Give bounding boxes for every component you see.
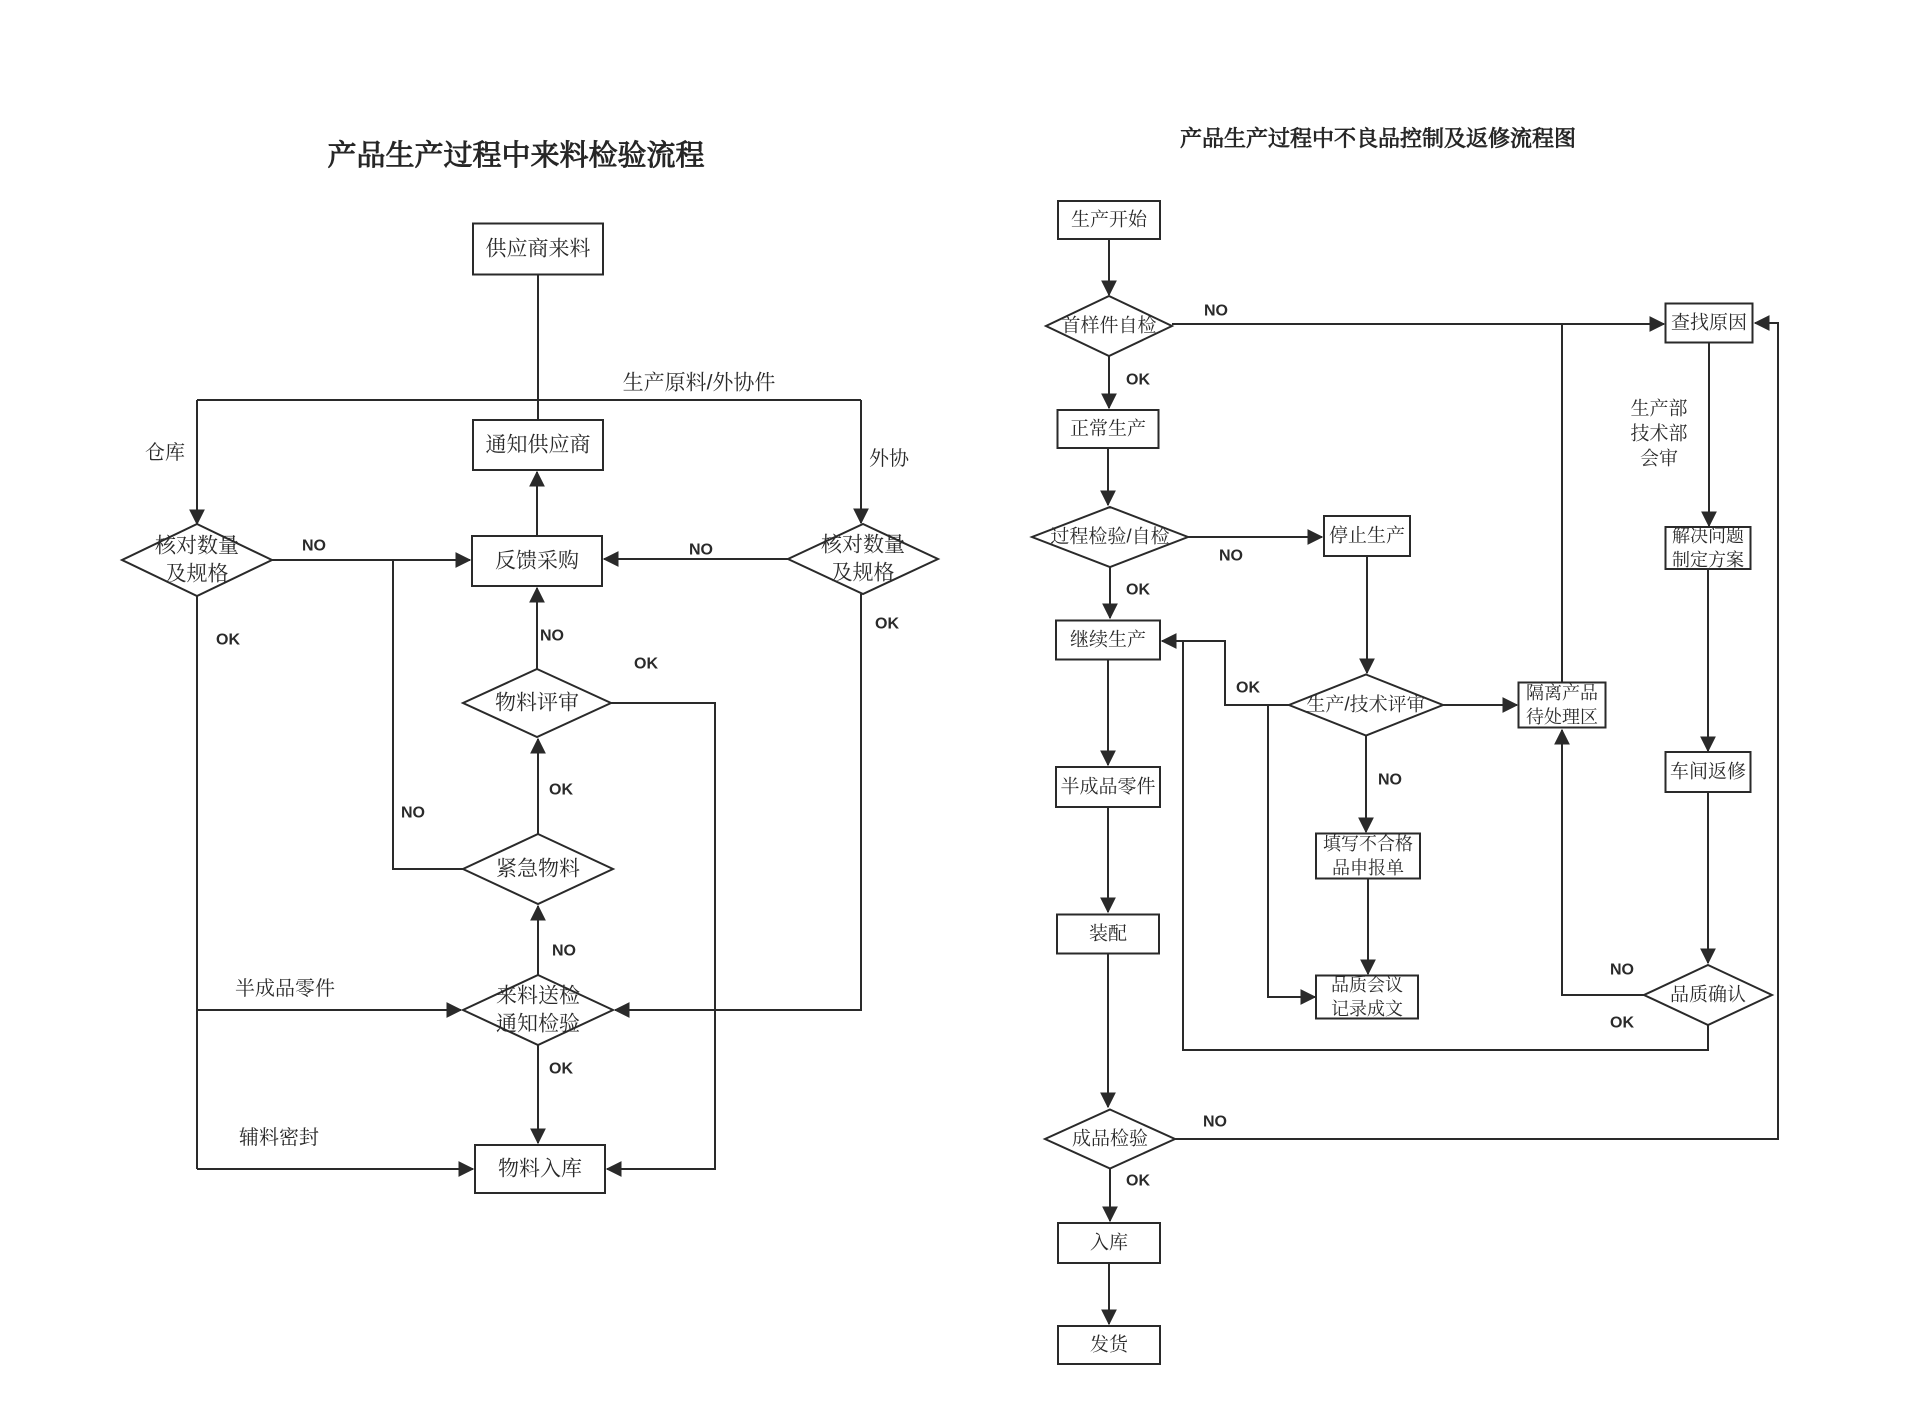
edge-label-no-8: NO bbox=[552, 942, 576, 960]
quality-confirm-text: 品质确认 bbox=[1669, 984, 1747, 1006]
first-sample-check-text: 首样件自检 bbox=[1061, 315, 1157, 337]
quality-meeting-text: 品质会议记录成文 bbox=[1331, 975, 1403, 1019]
edge-label-no-1: NO bbox=[689, 541, 713, 559]
edge-label-no-4: NO bbox=[540, 627, 564, 645]
material-review-text: 物料评审 bbox=[495, 691, 579, 715]
edge-label-ok-6: OK bbox=[549, 781, 573, 799]
right-chart-title: 产品生产过程中不良品控制及返修流程图 bbox=[1179, 126, 1576, 151]
edge-label-no-6: NO bbox=[1610, 961, 1634, 979]
outsourcing-label-text: 外协 bbox=[869, 448, 909, 470]
edge-label-ok-7: OK bbox=[1610, 1014, 1634, 1032]
edge-label-ok-5: OK bbox=[634, 655, 658, 673]
assembly-text: 装配 bbox=[1088, 923, 1128, 945]
production-material-label-text: 生产原料/外协件 bbox=[622, 371, 776, 395]
normal-production-text: 正常生产 bbox=[1069, 418, 1147, 440]
supplier-incoming-text: 供应商来料 bbox=[485, 237, 591, 261]
quarantine-area-text: 隔离产品待处理区 bbox=[1526, 683, 1598, 727]
edge-confirm-no bbox=[1562, 730, 1645, 995]
fill-defect-form-text: 填写不合格品申报单 bbox=[1323, 834, 1413, 878]
production-start-text: 生产开始 bbox=[1070, 209, 1148, 231]
stop-production-text: 停止生产 bbox=[1328, 525, 1406, 547]
solve-problem-text: 解决问题制定方案 bbox=[1672, 526, 1744, 570]
urgent-material-text: 紧急物料 bbox=[496, 857, 580, 881]
edge-label-no-8: NO bbox=[1203, 1113, 1227, 1131]
edge-label-no-7: NO bbox=[401, 804, 425, 822]
material-warehousing-text: 物料入库 bbox=[498, 1157, 582, 1181]
check-qty-spec-right-text: 核对数量及规格 bbox=[821, 533, 905, 585]
shipping-text: 发货 bbox=[1089, 1334, 1129, 1356]
edge-label-ok-2: OK bbox=[216, 631, 240, 649]
warehouse-label-text: 仓库 bbox=[145, 442, 185, 464]
edge-label-ok-4: OK bbox=[1236, 679, 1260, 697]
edge-review-ok-to-meeting bbox=[1268, 705, 1315, 997]
find-cause-text: 查找原因 bbox=[1670, 312, 1748, 334]
semi-finished-parts-text: 半成品零件 bbox=[1060, 776, 1156, 798]
edge-confirm-ok-return bbox=[1183, 641, 1708, 1050]
finished-inspection-text: 成品检验 bbox=[1071, 1128, 1149, 1150]
semi-finished-label-text: 半成品零件 bbox=[235, 978, 335, 1000]
edge-label-ok-9: OK bbox=[549, 1060, 573, 1078]
notify-supplier-text: 通知供应商 bbox=[485, 433, 591, 457]
edge-label-no-0: NO bbox=[1204, 302, 1228, 320]
edge-label-no-5: NO bbox=[1378, 771, 1402, 789]
edge-urgent-no bbox=[393, 560, 463, 869]
feedback-purchasing-text: 反馈采购 bbox=[495, 549, 579, 573]
edge-label-no-2: NO bbox=[1219, 547, 1243, 565]
edge-finished-no bbox=[1175, 323, 1778, 1139]
left-chart-title: 产品生产过程中来料检验流程 bbox=[327, 140, 705, 172]
continue-production-text: 继续生产 bbox=[1069, 629, 1147, 651]
process-inspection-text: 过程检验/自检 bbox=[1050, 526, 1170, 548]
edge-label-no-0: NO bbox=[302, 537, 326, 555]
auxiliary-seal-label-text: 辅料密封 bbox=[239, 1127, 319, 1149]
edge-label-ok-1: OK bbox=[1126, 371, 1150, 389]
warehousing-text: 入库 bbox=[1089, 1232, 1129, 1254]
check-qty-spec-left-text: 核对数量及规格 bbox=[155, 534, 239, 586]
prod-tech-review-text: 生产/技术评审 bbox=[1306, 694, 1426, 716]
edge-review-ok-return bbox=[1162, 641, 1290, 705]
edge-label-ok-9: OK bbox=[1126, 1172, 1150, 1190]
incoming-send-inspect-text: 来料送检通知检验 bbox=[496, 984, 580, 1036]
edge-label-ok-3: OK bbox=[875, 615, 899, 633]
edge-label-ok-3: OK bbox=[1126, 581, 1150, 599]
dept-review-label-text: 生产部技术部会审 bbox=[1630, 398, 1688, 470]
edge-review-ok bbox=[607, 703, 715, 1169]
workshop-repair-text: 车间返修 bbox=[1669, 761, 1747, 783]
